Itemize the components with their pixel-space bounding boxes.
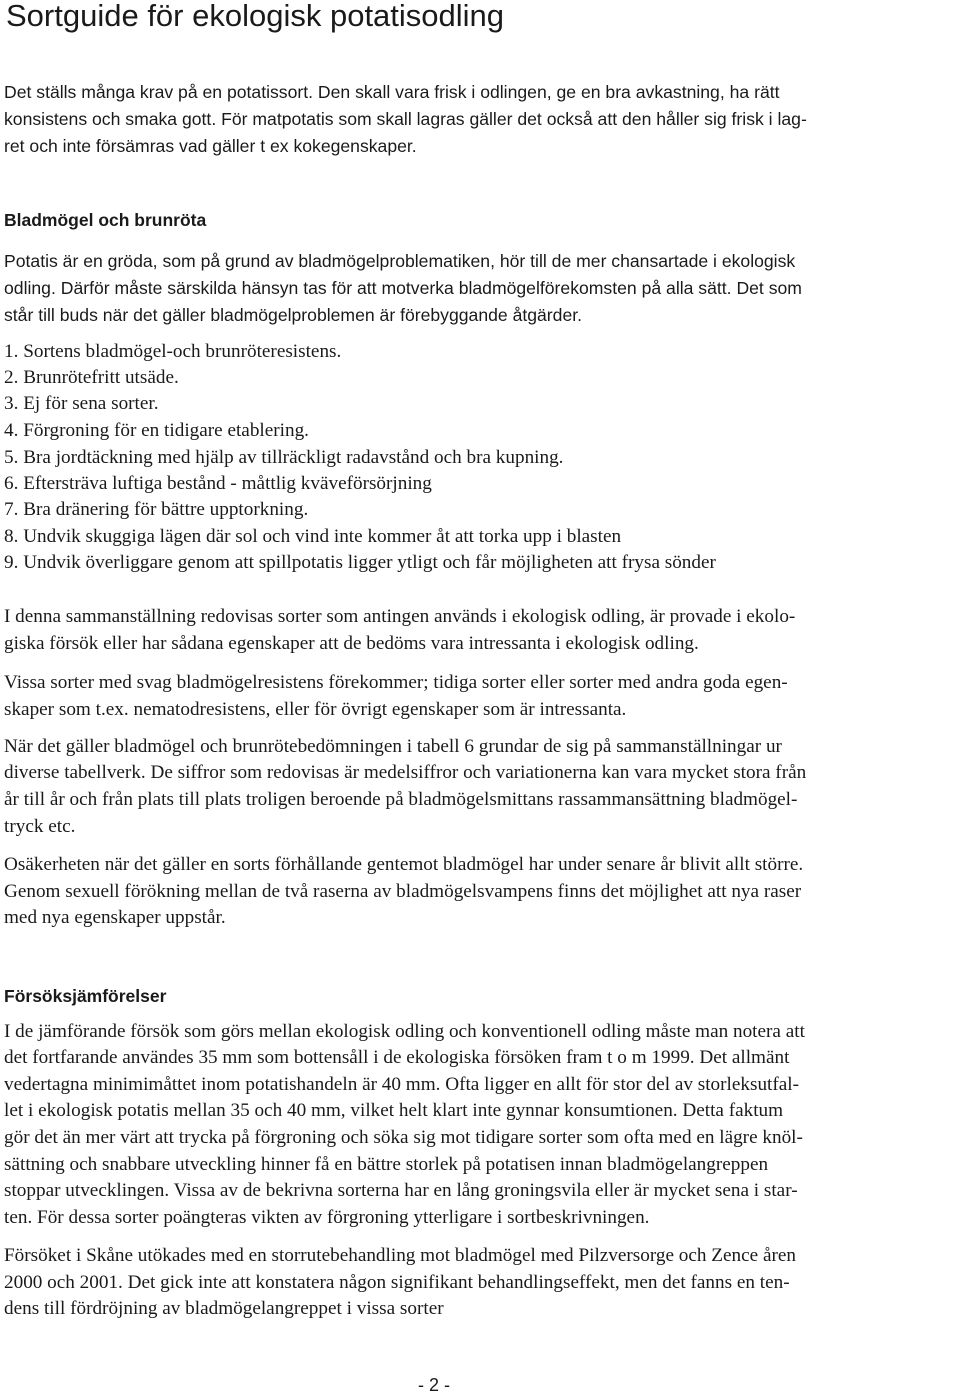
paragraph-line: år till år och från plats till plats troligen beroende på bladmögelsmittans rassammansättning bladmögel-	[4, 789, 798, 810]
paragraph-line: stoppar utvecklingen. Vissa av de bekrivna sorterna har en lång groningsvila eller är mycket sena i star-	[4, 1180, 798, 1201]
paragraph-line: tryck etc.	[4, 816, 76, 837]
page-number: - 2 -	[417, 1375, 450, 1395]
section1-intro-line: står till buds när det gäller bladmögelproblemen är förebyggande åtgärder.	[4, 305, 583, 325]
section-heading-forsoksjamforelser: Försöksjämförelser	[4, 986, 167, 1006]
paragraph-line: Vissa sorter med svag bladmögelresistens förekommer; tidiga sorter eller sorter med andra goda egen-	[4, 672, 788, 693]
list-item: 3. Ej för sena sorter.	[4, 393, 159, 414]
paragraph-line: sättning och snabbare utveckling hinner få en bättre storlek på potatisen innan bladmögelangreppen	[4, 1154, 769, 1175]
intro-line: konsistens och smaka gott. För matpotatis som skall lagras gäller det också att den håller sig frisk i lag-	[4, 109, 807, 129]
section-heading-bladmogel: Bladmögel och brunröta	[4, 210, 207, 230]
paragraph-line: gör det än mer värt att trycka på förgroning och söka sig mot tidigare sorter som ofta med en lägre knöl-	[4, 1127, 803, 1148]
paragraph-line: Genom sexuell förökning mellan de två raserna av bladmögelsvampens finns det möjlighet att nya raser	[4, 881, 802, 902]
list-item: 9. Undvik överliggare genom att spillpotatis ligger ytligt och får möjligheten att frysa sönder	[4, 552, 716, 573]
intro-line: Det ställs många krav på en potatissort. Den skall vara frisk i odlingen, ge en bra avkastning, ha rätt	[4, 82, 780, 102]
paragraph-line: Försöket i Skåne utökades med en storrutebehandling mot bladmögel med Pilzversorge och Zence åren	[4, 1245, 796, 1266]
list-item: 2. Brunrötefritt utsäde.	[4, 367, 179, 388]
paragraph-line: I denna sammanställning redovisas sorter som antingen används i ekologisk odling, är provade i ekolo-	[4, 606, 796, 627]
paragraph-line: När det gäller bladmögel och brunrötebedömningen i tabell 6 grundar de sig på sammanställningar ur	[4, 736, 782, 757]
paragraph-line: diverse tabellverk. De siffror som redovisas är medelsiffror och variationerna kan vara mycket stora från	[4, 762, 807, 783]
paragraph-line: med nya egenskaper uppstår.	[4, 907, 226, 928]
list-item: 5. Bra jordtäckning med hjälp av tillräckligt radavstånd och bra kupning.	[4, 447, 564, 468]
section1-intro-line: odling. Därför måste särskilda hänsyn tas för att motverka bladmögelförekomsten på alla sätt. Det som	[4, 278, 802, 298]
paragraph-line: ten. För dessa sorter poängteras vikten av förgroning ytterligare i sortbeskrivningen.	[4, 1207, 650, 1228]
section1-intro-line: Potatis är en gröda, som på grund av bladmögelproblematiken, hör till de mer chansartade i ekologisk	[4, 251, 796, 271]
paragraph-line: Osäkerheten när det gäller en sorts förhållande gentemot bladmögel har under senare år blivit allt större.	[4, 854, 804, 875]
page-title: Sortguide för ekologisk potatisodling	[6, 0, 505, 33]
intro-line: ret och inte försämras vad gäller t ex kokegenskaper.	[4, 136, 417, 156]
list-item: 7. Bra dränering för bättre upptorkning.	[4, 499, 309, 520]
paragraph-line: vedertagna minimimåttet inom potatishandeln är 40 mm. Ofta ligger en allt för stor del av storleksutfal-	[4, 1074, 799, 1095]
list-item: 6. Eftersträva luftiga bestånd - måttlig kväveförsörjning	[4, 473, 432, 494]
paragraph-line: I de jämförande försök som görs mellan ekologisk odling och konventionell odling måste man notera att	[4, 1021, 805, 1042]
list-item: 4. Förgroning för en tidigare etablering.	[4, 420, 309, 441]
paragraph-line: dens till fördröjning av bladmögelangreppet i vissa sorter	[4, 1298, 444, 1319]
paragraph-line: let i ekologisk potatis mellan 35 och 40 mm, vilket helt klart inte gynnar konsumtionen. Detta faktum	[4, 1100, 784, 1121]
list-item: 1. Sortens bladmögel-och brunröteresistens.	[4, 341, 342, 362]
paragraph-line: 2000 och 2001. Det gick inte att konstatera någon signifikant behandlingseffekt, men det fanns en ten-	[4, 1272, 790, 1293]
paragraph-line: skaper som t.ex. nematodresistens, eller för övrigt egenskaper som är intressanta.	[4, 699, 627, 720]
paragraph-line: det fortfarande användes 35 mm som bottensåll i de ekologiska försöken fram t o m 1999. Det allmänt	[4, 1047, 790, 1068]
list-item: 8. Undvik skuggiga lägen där sol och vind inte kommer åt att torka upp i blasten	[4, 526, 622, 547]
paragraph-line: giska försök eller har sådana egenskaper att de bedöms vara intressanta i ekologisk odling.	[4, 633, 699, 654]
